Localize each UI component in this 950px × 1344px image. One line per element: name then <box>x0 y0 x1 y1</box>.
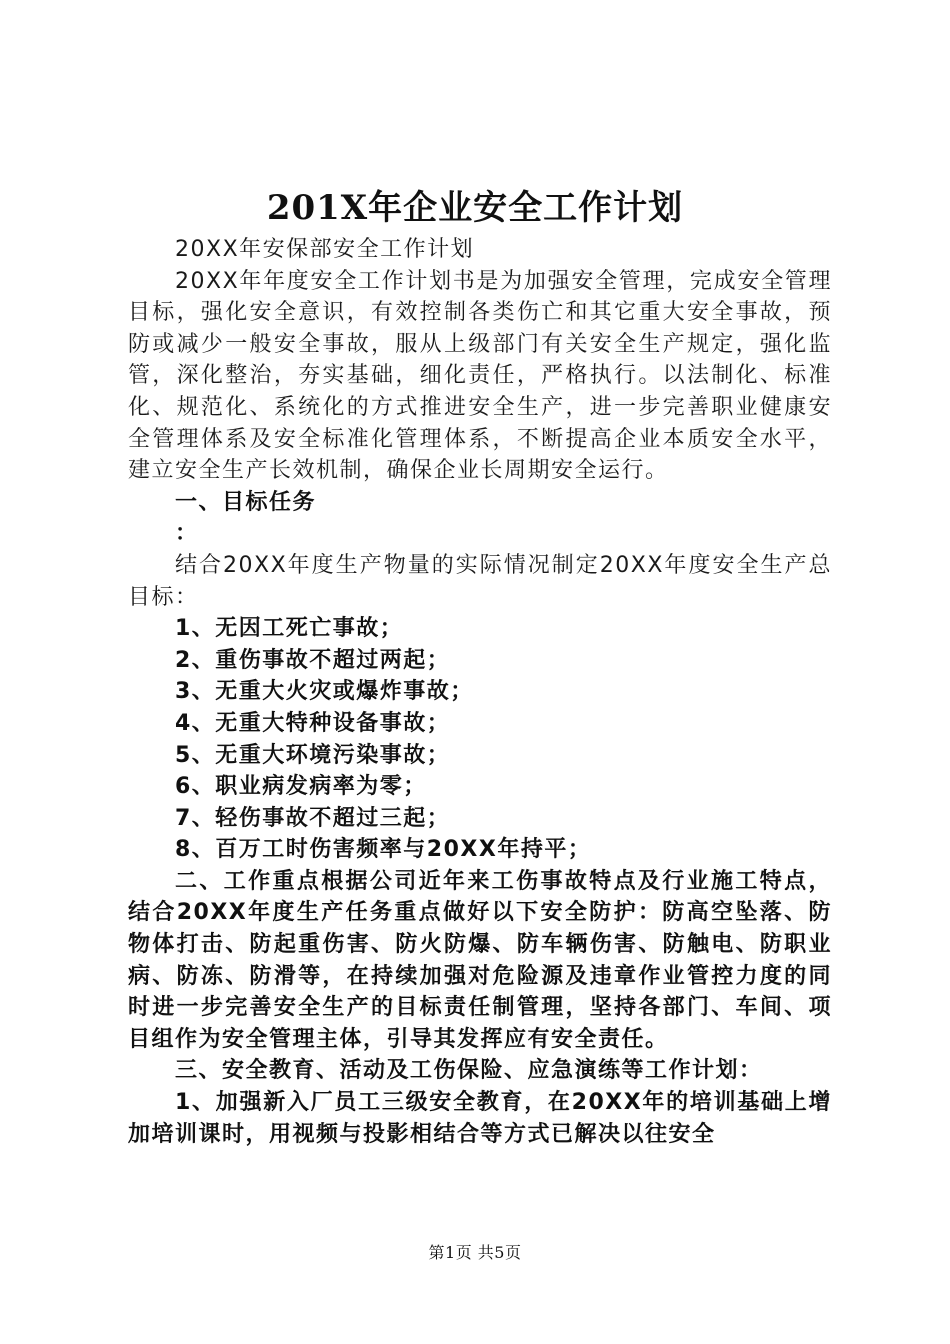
page-footer: 第1页 共5页 <box>428 1243 522 1262</box>
section3-heading: 三、安全教育、活动及工伤保险、应急演练等工作计划： <box>175 1058 763 1084</box>
subtitle: 20XX年安保部安全工作计划 <box>175 237 475 262</box>
goal-item: 4、无重大特种设备事故； <box>175 710 451 736</box>
goal-item: 2、重伤事故不超过两起； <box>175 647 451 673</box>
document-title: 201X年企业安全工作计划 <box>266 188 684 228</box>
colon-line: ： <box>175 521 199 547</box>
intro-paragraph: 20XX年年度安全工作计划书是为加强安全管理，完成安全管理目标，强化安全意识，有效控制各类伤亡和其它重大安全事故，预防或减少一般安全事故，服从上级部门有关安全生产规定，强化监管，深化整治，夯实基础，细化责任，严格执行。以法制化、标准化、规范化、系统化的方式推进安全生产，进一步完善职业健康安全管理体系及安全标准化管理体系，不断提高企业本质安全水平，建立安全生产长效机制，确保企业长周期安全运行。 <box>128 268 832 484</box>
goal-intro: 结合20XX年度生产物量的实际情况制定20XX年度安全生产总目标： <box>128 552 832 610</box>
goal-item: 3、无重大火灾或爆炸事故； <box>175 679 474 705</box>
goal-item: 5、无重大环境污染事故； <box>175 742 451 768</box>
section1-heading: 一、目标任务 <box>175 489 317 515</box>
document-body <box>128 234 832 1150</box>
goal-item: 6、职业病发病率为零； <box>175 774 427 800</box>
goal-item: 7、轻伤事故不超过三起； <box>175 805 451 831</box>
goal-item: 8、百万工时伤害频率与20XX年持平； <box>175 837 592 863</box>
goal-item: 1、无因工死亡事故； <box>175 616 404 642</box>
section3-item1: 1、加强新入厂员工三级安全教育，在20XX年的培训基础上增加培训课时，用视频与投影相结合等方式已解决以往安全 <box>128 1090 832 1147</box>
section2-paragraph: 二、工作重点根据公司近年来工伤事故特点及行业施工特点，结合20XX年度生产任务重点做好以下安全防护：防高空坠落、防物体打击、防起重伤害、防火防爆、防车辆伤害、防触电、防职业病、防冻、防滑等，在持续加强对危险源及违章作业管控力度的同时进一步完善安全生产的目标责任制管理，坚持各部门、车间、项目组作为安全管理主体，引导其发挥应有安全责任。 <box>128 868 832 1052</box>
